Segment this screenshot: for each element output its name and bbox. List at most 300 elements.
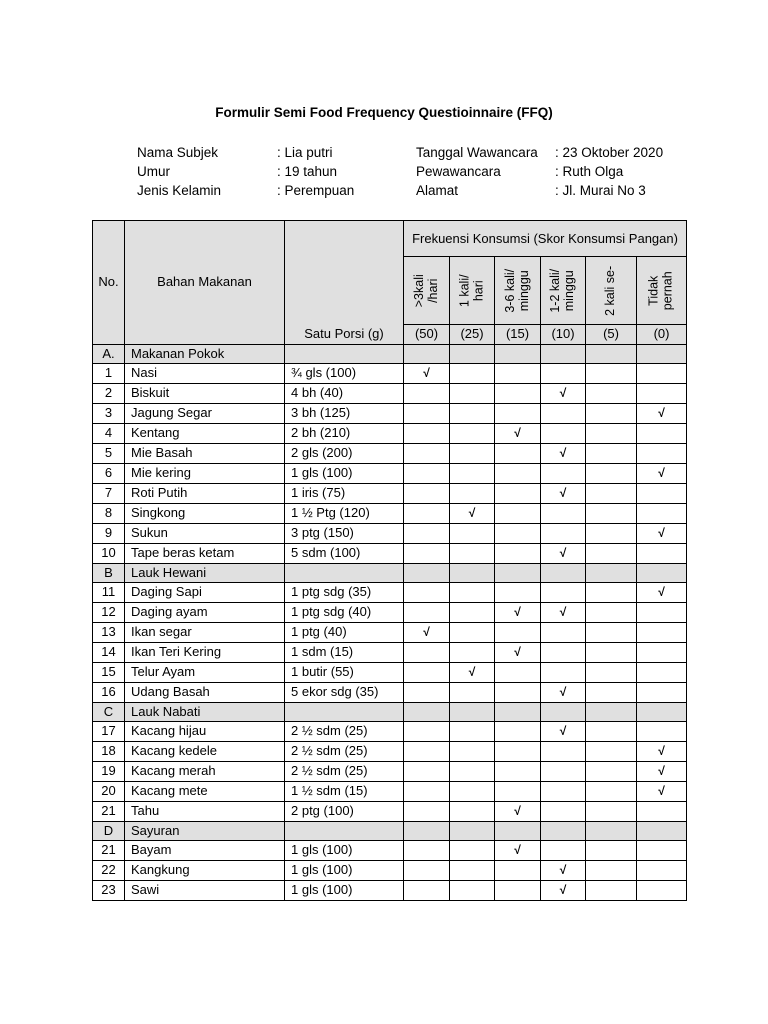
nama-value: : Lia putri — [277, 145, 333, 160]
freq-cell — [495, 802, 541, 822]
freq-cell — [404, 444, 450, 464]
table-row — [93, 623, 687, 643]
portion: 1 gls (100) — [285, 464, 404, 484]
freq-col-label — [504, 269, 532, 313]
freq-col-label — [604, 266, 618, 316]
portion: 3 ptg (150) — [285, 524, 404, 544]
freq-cell — [541, 663, 586, 683]
table-row — [93, 881, 687, 901]
freq-cell — [586, 544, 637, 564]
freq-cell — [541, 623, 586, 643]
section-cell — [404, 345, 450, 364]
row-number: 22 — [93, 861, 125, 881]
freq-cell — [450, 424, 495, 444]
freq-cell — [541, 643, 586, 663]
freq-cell — [450, 583, 495, 603]
freq-cell — [450, 504, 495, 524]
freq-cell — [541, 603, 586, 623]
freq-cell — [586, 841, 637, 861]
freq-col-label-line2: minggu — [516, 270, 531, 311]
portion: 1 ptg (40) — [285, 623, 404, 643]
check-mark: √ — [658, 783, 665, 798]
freq-col-header — [637, 257, 687, 325]
table-row — [93, 444, 687, 464]
check-mark: √ — [559, 723, 567, 738]
table-row — [93, 364, 687, 384]
check-mark: √ — [658, 525, 665, 540]
table-row — [93, 583, 687, 603]
check-mark: √ — [423, 365, 430, 380]
section-name: Makanan Pokok — [125, 345, 285, 364]
freq-col-score: (10) — [541, 325, 586, 345]
freq-col-header — [586, 257, 637, 325]
table-row — [93, 643, 687, 663]
table-row — [93, 782, 687, 802]
freq-cell — [404, 782, 450, 802]
freq-col-label-line1: 2 kali se- — [603, 265, 618, 317]
row-number: 6 — [93, 464, 125, 484]
freq-col-label — [549, 269, 577, 313]
table-row — [93, 861, 687, 881]
freq-cell — [541, 524, 586, 544]
freq-col-header — [495, 257, 541, 325]
section-cell — [285, 822, 404, 841]
alamat-value: : Jl. Murai No 3 — [555, 183, 646, 198]
freq-cell — [586, 722, 637, 742]
table-row — [93, 663, 687, 683]
pewawancara-value: : Ruth Olga — [555, 164, 624, 179]
freq-cell — [637, 623, 687, 643]
freq-cell — [404, 603, 450, 623]
section-code: D — [93, 822, 125, 841]
check-mark: √ — [559, 485, 567, 500]
freq-cell — [495, 643, 541, 663]
freq-cell — [586, 802, 637, 822]
check-mark: √ — [514, 425, 521, 440]
portion: 1 ½ sdm (15) — [285, 782, 404, 802]
check-mark: √ — [658, 584, 665, 599]
freq-col-label-line2: minggu — [562, 270, 576, 311]
food-name: Tahu — [125, 802, 285, 822]
freq-cell — [404, 643, 450, 663]
freq-cell — [586, 603, 637, 623]
freq-cell — [586, 742, 637, 762]
food-name: Kacang hijau — [125, 722, 285, 742]
section-cell — [637, 822, 687, 841]
freq-col-label — [458, 274, 486, 307]
freq-cell — [495, 762, 541, 782]
freq-cell — [450, 742, 495, 762]
check-mark: √ — [658, 465, 665, 480]
freq-cell — [450, 762, 495, 782]
freq-cell — [495, 404, 541, 424]
food-name: Telur Ayam — [125, 663, 285, 683]
freq-cell — [637, 524, 687, 544]
freq-cell — [450, 782, 495, 802]
freq-cell — [541, 861, 586, 881]
form-title: Formulir Semi Food Frequency Questioinnaire (FFQ) — [215, 105, 553, 120]
section-cell — [450, 345, 495, 364]
row-number: 10 — [93, 544, 125, 564]
row-number: 23 — [93, 881, 125, 901]
section-name: Lauk Nabati — [125, 703, 285, 722]
freq-col-score: (25) — [450, 325, 495, 345]
freq-cell — [404, 504, 450, 524]
check-mark: √ — [468, 664, 476, 679]
freq-cell — [495, 504, 541, 524]
freq-col-label-line2: hari — [471, 280, 485, 301]
freq-cell — [450, 444, 495, 464]
freq-cell — [586, 663, 637, 683]
freq-cell — [637, 384, 687, 404]
freq-cell — [450, 861, 495, 881]
freq-cell — [495, 384, 541, 404]
check-mark: √ — [514, 644, 521, 659]
freq-cell — [586, 404, 637, 424]
check-mark: √ — [559, 684, 567, 699]
freq-cell — [541, 384, 586, 404]
alamat-label: Alamat — [416, 183, 459, 198]
freq-cell — [637, 802, 687, 822]
freq-cell — [450, 722, 495, 742]
food-name: Tape beras ketam — [125, 544, 285, 564]
freq-cell — [541, 782, 586, 802]
freq-col-label — [648, 271, 676, 310]
freq-cell — [637, 782, 687, 802]
section-cell — [541, 822, 586, 841]
portion: 1 gls (100) — [285, 841, 404, 861]
check-mark: √ — [468, 505, 476, 520]
row-number: 14 — [93, 643, 125, 663]
food-name: Mie Basah — [125, 444, 285, 464]
section-row — [93, 703, 687, 722]
portion: 2 ½ sdm (25) — [285, 742, 404, 762]
umur-label: Umur — [137, 164, 170, 179]
freq-cell — [637, 841, 687, 861]
header-no: No. — [93, 221, 125, 345]
header-satu-porsi: Satu Porsi (g) — [285, 221, 404, 345]
freq-cell — [404, 544, 450, 564]
freq-cell — [450, 881, 495, 901]
table-row — [93, 683, 687, 703]
section-cell — [495, 703, 541, 722]
freq-cell — [586, 881, 637, 901]
freq-col-label-line2: pernah — [660, 271, 675, 310]
freq-cell — [404, 663, 450, 683]
umur-value: : 19 tahun — [277, 164, 338, 179]
food-name: Kacang kedele — [125, 742, 285, 762]
portion: 1 ptg sdg (40) — [285, 603, 404, 623]
row-number: 7 — [93, 484, 125, 504]
check-mark: √ — [514, 803, 521, 818]
section-row — [93, 345, 687, 364]
row-number: 19 — [93, 762, 125, 782]
food-name: Kangkung — [125, 861, 285, 881]
food-name: Bayam — [125, 841, 285, 861]
freq-col-label-line1: 3-6 kali/ — [502, 268, 517, 313]
portion: 5 ekor sdg (35) — [285, 683, 404, 703]
row-number: 13 — [93, 623, 125, 643]
table-row — [93, 603, 687, 623]
section-cell — [450, 564, 495, 583]
freq-cell — [637, 444, 687, 464]
freq-cell — [541, 583, 586, 603]
freq-cell — [637, 583, 687, 603]
table-row — [93, 524, 687, 544]
freq-cell — [586, 782, 637, 802]
freq-cell — [541, 544, 586, 564]
freq-cell — [495, 464, 541, 484]
freq-cell — [495, 424, 541, 444]
check-mark: √ — [559, 604, 567, 619]
portion: 1 butir (55) — [285, 663, 404, 683]
portion: 1 iris (75) — [285, 484, 404, 504]
food-name: Ikan Teri Kering — [125, 643, 285, 663]
row-number: 1 — [93, 364, 125, 384]
freq-cell — [637, 643, 687, 663]
freq-cell — [495, 742, 541, 762]
table-row — [93, 762, 687, 782]
freq-cell — [495, 484, 541, 504]
check-mark: √ — [423, 624, 430, 639]
freq-cell — [450, 683, 495, 703]
freq-col-label-line1: 1-2 kali/ — [548, 268, 563, 313]
portion: 4 bh (40) — [285, 384, 404, 404]
section-row — [93, 564, 687, 583]
freq-cell — [495, 841, 541, 861]
portion: 5 sdm (100) — [285, 544, 404, 564]
freq-cell — [450, 643, 495, 663]
freq-cell — [404, 861, 450, 881]
freq-cell — [404, 762, 450, 782]
freq-cell — [450, 484, 495, 504]
freq-cell — [541, 484, 586, 504]
section-cell — [285, 703, 404, 722]
section-cell — [450, 822, 495, 841]
check-mark: √ — [658, 743, 665, 758]
freq-cell — [495, 663, 541, 683]
portion: 1 gls (100) — [285, 861, 404, 881]
freq-cell — [404, 742, 450, 762]
table-row — [93, 424, 687, 444]
freq-cell — [450, 524, 495, 544]
freq-col-label-line1: Tidak — [646, 275, 661, 306]
section-code: B — [93, 564, 125, 583]
freq-col-score: (0) — [637, 325, 687, 345]
row-number: 12 — [93, 603, 125, 623]
table-row — [93, 384, 687, 404]
freq-cell — [586, 444, 637, 464]
row-number: 8 — [93, 504, 125, 524]
freq-cell — [404, 683, 450, 703]
freq-cell — [404, 722, 450, 742]
check-mark: √ — [559, 545, 567, 560]
freq-cell — [404, 881, 450, 901]
freq-col-label-line1: >3kali — [411, 273, 426, 308]
jenis-kelamin-value: : Perempuan — [277, 183, 355, 198]
section-cell — [450, 703, 495, 722]
section-cell — [637, 345, 687, 364]
food-name: Sukun — [125, 524, 285, 544]
portion: 1 sdm (15) — [285, 643, 404, 663]
freq-cell — [450, 364, 495, 384]
tanggal-value: : 23 Oktober 2020 — [555, 145, 664, 160]
section-cell — [586, 822, 637, 841]
freq-cell — [586, 484, 637, 504]
table-row — [93, 841, 687, 861]
row-number: 5 — [93, 444, 125, 464]
freq-cell — [404, 424, 450, 444]
freq-col-header — [404, 257, 450, 325]
freq-cell — [450, 404, 495, 424]
freq-cell — [404, 464, 450, 484]
freq-cell — [495, 583, 541, 603]
section-cell — [404, 822, 450, 841]
freq-cell — [495, 861, 541, 881]
freq-cell — [637, 722, 687, 742]
freq-cell — [495, 603, 541, 623]
section-cell — [541, 564, 586, 583]
check-mark: √ — [559, 445, 567, 460]
section-cell — [586, 703, 637, 722]
nama-label: Nama Subjek — [137, 145, 219, 160]
food-name: Nasi — [125, 364, 285, 384]
check-mark: √ — [658, 763, 665, 778]
food-name: Ikan segar — [125, 623, 285, 643]
table-row — [93, 742, 687, 762]
freq-col-header — [541, 257, 586, 325]
freq-cell — [495, 364, 541, 384]
food-name: Biskuit — [125, 384, 285, 404]
header-frekuensi: Frekuensi Konsumsi (Skor Konsumsi Pangan) — [404, 221, 687, 257]
freq-cell — [541, 881, 586, 901]
row-number: 9 — [93, 524, 125, 544]
row-number: 3 — [93, 404, 125, 424]
freq-cell — [637, 663, 687, 683]
freq-cell — [637, 603, 687, 623]
section-cell — [495, 564, 541, 583]
freq-cell — [495, 524, 541, 544]
row-number: 21 — [93, 802, 125, 822]
freq-col-label-line1: 1 kali/ — [457, 274, 472, 307]
tanggal-label: Tanggal Wawancara — [416, 145, 538, 160]
freq-cell — [450, 663, 495, 683]
section-code: C — [93, 703, 125, 722]
check-mark: √ — [514, 604, 521, 619]
freq-cell — [541, 364, 586, 384]
freq-cell — [450, 544, 495, 564]
section-cell — [637, 703, 687, 722]
freq-cell — [495, 623, 541, 643]
freq-cell — [450, 464, 495, 484]
section-cell — [495, 345, 541, 364]
freq-cell — [586, 504, 637, 524]
freq-cell — [586, 762, 637, 782]
freq-cell — [637, 881, 687, 901]
freq-cell — [637, 683, 687, 703]
table-row — [93, 464, 687, 484]
freq-cell — [450, 603, 495, 623]
freq-cell — [404, 583, 450, 603]
freq-cell — [586, 623, 637, 643]
freq-cell — [450, 623, 495, 643]
check-mark: √ — [559, 385, 567, 400]
freq-cell — [495, 683, 541, 703]
section-row — [93, 822, 687, 841]
table-row — [93, 504, 687, 524]
freq-col-label — [413, 274, 441, 307]
freq-cell — [495, 444, 541, 464]
freq-col-header — [450, 257, 495, 325]
freq-cell — [586, 464, 637, 484]
freq-cell — [404, 364, 450, 384]
check-mark: √ — [559, 862, 567, 877]
freq-cell — [404, 841, 450, 861]
table-row — [93, 722, 687, 742]
freq-cell — [637, 544, 687, 564]
freq-cell — [450, 802, 495, 822]
freq-cell — [586, 683, 637, 703]
freq-cell — [586, 424, 637, 444]
section-cell — [495, 822, 541, 841]
pewawancara-label: Pewawancara — [416, 164, 501, 179]
freq-col-score: (5) — [586, 325, 637, 345]
row-number: 4 — [93, 424, 125, 444]
section-cell — [586, 564, 637, 583]
freq-col-score: (15) — [495, 325, 541, 345]
freq-cell — [495, 782, 541, 802]
freq-cell — [541, 504, 586, 524]
freq-cell — [495, 722, 541, 742]
portion: 2 gls (200) — [285, 444, 404, 464]
freq-cell — [404, 802, 450, 822]
freq-cell — [586, 524, 637, 544]
portion: 2 ½ sdm (25) — [285, 722, 404, 742]
freq-cell — [541, 464, 586, 484]
freq-cell — [404, 484, 450, 504]
freq-cell — [495, 881, 541, 901]
row-number: 18 — [93, 742, 125, 762]
freq-cell — [637, 364, 687, 384]
freq-cell — [541, 722, 586, 742]
freq-cell — [404, 404, 450, 424]
food-name: Kentang — [125, 424, 285, 444]
freq-cell — [541, 404, 586, 424]
food-name: Kacang mete — [125, 782, 285, 802]
freq-cell — [541, 742, 586, 762]
portion: 2 ptg (100) — [285, 802, 404, 822]
freq-cell — [495, 544, 541, 564]
portion: 3 bh (125) — [285, 404, 404, 424]
table-row — [93, 802, 687, 822]
portion: 1 gls (100) — [285, 881, 404, 901]
freq-cell — [586, 861, 637, 881]
jenis-kelamin-label: Jenis Kelamin — [137, 183, 222, 198]
freq-cell — [637, 762, 687, 782]
freq-cell — [637, 464, 687, 484]
freq-cell — [404, 524, 450, 544]
row-number: 16 — [93, 683, 125, 703]
section-name: Sayuran — [125, 822, 285, 841]
freq-cell — [586, 364, 637, 384]
freq-cell — [637, 424, 687, 444]
row-number: 2 — [93, 384, 125, 404]
food-name: Kacang merah — [125, 762, 285, 782]
food-name: Udang Basah — [125, 683, 285, 703]
row-number: 17 — [93, 722, 125, 742]
food-name: Daging ayam — [125, 603, 285, 623]
freq-cell — [637, 484, 687, 504]
